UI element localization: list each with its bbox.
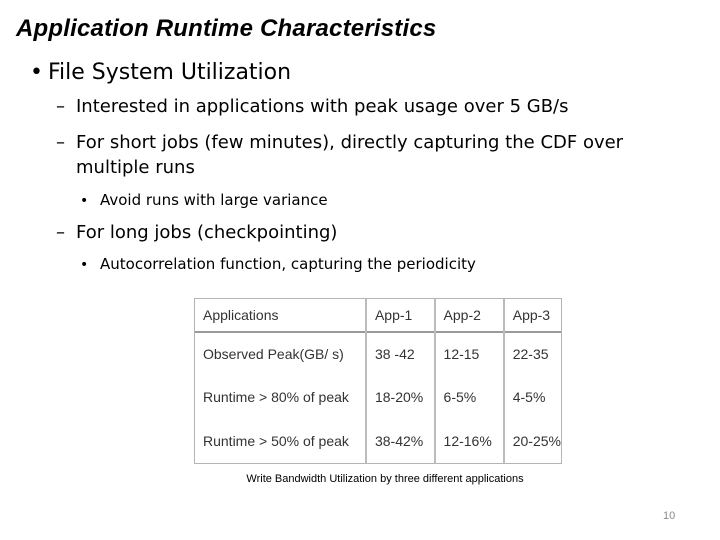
bullet-text: File System Utilization <box>48 60 292 85</box>
cell-app-1: 38-42% <box>366 419 435 463</box>
cell-app-2: 12-16% <box>435 419 504 463</box>
subbullet-text: Interested in applications with peak usage over 5 GB/s <box>76 96 569 117</box>
cell-app-1: 38 -42 <box>366 332 435 376</box>
dash-marker: – <box>56 222 65 243</box>
bullet-marker: • <box>80 193 89 209</box>
subsubbullet-text: Autocorrelation function, capturing the periodicity <box>100 255 476 273</box>
bullet-file-system-utilization <box>30 59 291 87</box>
cell-app-3: 4-5% <box>512 389 546 406</box>
subbullet-text: For short jobs (few minutes), directly capturing the CDF over <box>76 132 624 153</box>
header-app-3: App-3 <box>512 307 551 323</box>
dash-marker: – <box>56 96 65 117</box>
dash-marker: – <box>56 132 65 153</box>
subsubbullet-avoid-runs <box>80 190 328 211</box>
header-app-2: App-2 <box>435 299 504 332</box>
table-row <box>195 376 561 420</box>
cell-app-3: 22-35 <box>512 346 549 363</box>
table-row <box>195 332 561 376</box>
page-number: 10 <box>663 510 676 522</box>
row-label: Observed Peak(GB/ s) <box>195 332 366 376</box>
subsubbullet-text: Avoid runs with large variance <box>100 191 328 209</box>
runtime-table-frame <box>194 298 562 464</box>
subbullet-interested <box>56 95 569 119</box>
table-caption: Write Bandwidth Utilization by three different applications <box>246 473 524 485</box>
subbullet-short-jobs-continued: multiple runs <box>76 157 195 178</box>
subbullet-short-jobs <box>56 131 623 155</box>
row-label: Runtime > 50% of peak <box>195 419 366 463</box>
subbullet-text: For long jobs (checkpointing) <box>76 222 338 243</box>
cell-app-2: 12-15 <box>435 332 504 376</box>
cell-app-3: 20-25% <box>512 433 561 450</box>
subbullet-long-jobs <box>56 221 337 245</box>
runtime-table <box>195 299 561 463</box>
subsubbullet-autocorrelation <box>80 254 476 275</box>
header-applications: Applications <box>195 299 366 332</box>
cell-app-1: 18-20% <box>366 376 435 420</box>
table-row <box>195 419 561 463</box>
cell-app-2: 6-5% <box>435 376 504 420</box>
table-header-row <box>195 299 561 332</box>
row-label: Runtime > 80% of peak <box>195 376 366 420</box>
slide-title: Application Runtime Characteristics <box>16 15 437 42</box>
bullet-marker: • <box>80 257 89 273</box>
header-app-1: App-1 <box>366 299 435 332</box>
bullet-marker: • <box>30 60 43 85</box>
